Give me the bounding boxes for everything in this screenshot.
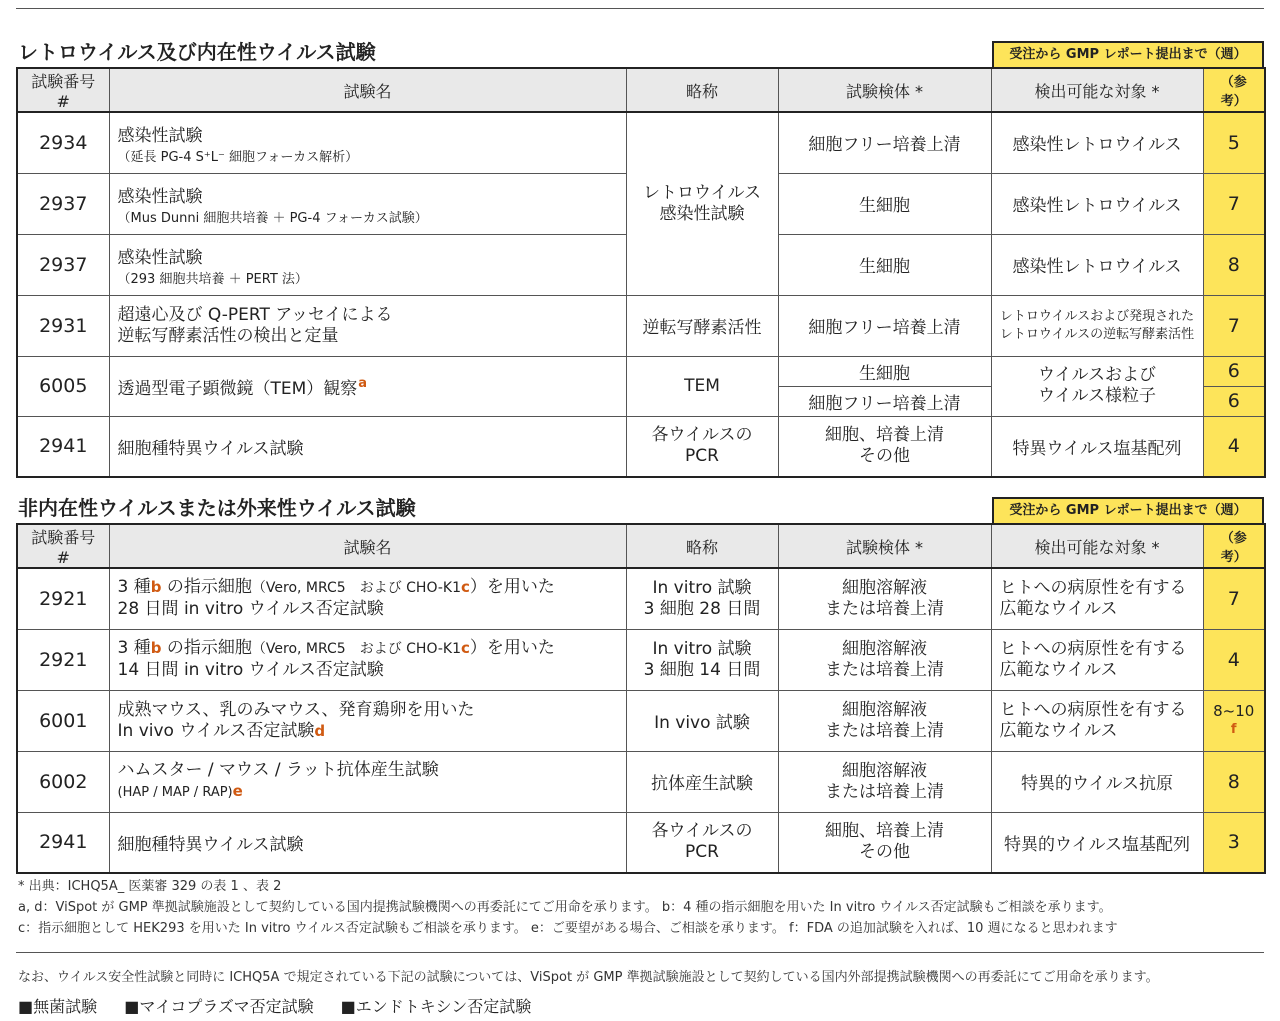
test-name: 感染性試験 （延長 PG-4 S⁺L⁻ 細胞フォーカス解析） xyxy=(109,112,626,173)
target: ヒトへの病原性を有する 広範なウイルス xyxy=(991,690,1203,751)
target: 特異ウイルス塩基配列 xyxy=(991,416,1203,477)
sample: 生細胞 xyxy=(778,234,991,295)
test-name: 細胞種特異ウイルス試験 xyxy=(109,416,626,477)
test-name: 細胞種特異ウイルス試験 xyxy=(109,812,626,873)
sample: 生細胞 xyxy=(778,356,991,386)
weeks: 4 xyxy=(1203,416,1265,477)
weeks: 3 xyxy=(1203,812,1265,873)
test-name: ハムスター / マウス / ラット抗体産生試験 (HAP / MAP / RAP)e xyxy=(109,751,626,812)
sample: 細胞、培養上清 その他 xyxy=(778,812,991,873)
table-row xyxy=(17,568,1265,629)
col-header: 略称 xyxy=(626,68,778,112)
bottom-item: ■無菌試験 xyxy=(18,997,98,1016)
table-header xyxy=(17,524,1265,568)
target: 感染性レトロウイルス xyxy=(991,173,1203,234)
footnote: * 出典：ICHQ5A_ 医薬審 329 の表 1 、表 2 xyxy=(18,879,282,894)
test-id: 6005 xyxy=(17,356,109,416)
abbr-merged: レトロウイルス 感染性試験 xyxy=(626,112,778,295)
weeks: 8 xyxy=(1203,751,1265,812)
table-row xyxy=(17,416,1265,477)
col-header: 試験検体 * xyxy=(778,524,991,568)
weeks: 7 xyxy=(1203,568,1265,629)
table-row xyxy=(17,629,1265,690)
test-id: 2941 xyxy=(17,416,109,477)
target: 感染性レトロウイルス xyxy=(991,234,1203,295)
footnotes xyxy=(18,876,1118,939)
test-name: 透過型電子顕微鏡（TEM）観察$^a$ xyxy=(109,356,626,416)
abbr: In vivo 試験 xyxy=(626,690,778,751)
table-row xyxy=(17,690,1265,751)
bottom-note: なお、ウイルス安全性試験と同時に ICHQ5A で規定されている下記の試験については、ViSpot が GMP 準拠試験施設として契約している国内外部提携試験機関への再委託にてご用命を承ります。 xyxy=(18,970,1159,985)
table-row xyxy=(17,356,1265,386)
test-name: 3 種b の指示細胞（Vero, MRC5 および CHO-K1c）を用いた 28 日間 in vitro ウイルス否定試験 xyxy=(109,568,626,629)
table-header xyxy=(17,68,1265,112)
col-header: （参考） xyxy=(1203,524,1265,568)
weeks: 7 xyxy=(1203,295,1265,356)
section-title: 非内在性ウイルスまたは外来性ウイルス試験 xyxy=(18,496,416,520)
table-row xyxy=(17,295,1265,356)
sample: 細胞フリー培養上清 xyxy=(778,386,991,416)
weeks: 8 xyxy=(1203,234,1265,295)
target: ヒトへの病原性を有する 広範なウイルス xyxy=(991,568,1203,629)
divider xyxy=(16,952,1264,953)
table-row xyxy=(17,112,1265,173)
test-name: 3 種b の指示細胞（Vero, MRC5 および CHO-K1c）を用いた 14 日間 in vitro ウイルス否定試験 xyxy=(109,629,626,690)
top-rule xyxy=(16,8,1264,9)
test-id: 6001 xyxy=(17,690,109,751)
col-header: 試験番号 # xyxy=(17,68,109,112)
bottom-item: ■エンドトキシン否定試験 xyxy=(340,997,532,1016)
col-header: 検出可能な対象 * xyxy=(991,68,1203,112)
sample: 細胞溶解液 または培養上清 xyxy=(778,690,991,751)
gmp-label: 受注から GMP レポート提出まで（週） xyxy=(992,497,1264,523)
footnote: a, d：ViSpot が GMP 準拠試験施設として契約している国内提携試験機関への再委託にてご用命を承ります。 b：4 種の指示細胞を用いた In vitro ウイルス否定試験もご相談を承ります。 xyxy=(18,900,1112,915)
weeks: 6 xyxy=(1203,356,1265,386)
test-id: 2931 xyxy=(17,295,109,356)
retrovirus-table xyxy=(16,67,1266,478)
sample: 細胞フリー培養上清 xyxy=(778,112,991,173)
target: 感染性レトロウイルス xyxy=(991,112,1203,173)
sample: 生細胞 xyxy=(778,173,991,234)
target: レトロウイルスおよび発現された レトロウイルスの逆転写酵素活性 xyxy=(991,295,1203,356)
target: 特異的ウイルス抗原 xyxy=(991,751,1203,812)
test-id: 2921 xyxy=(17,629,109,690)
abbr: 各ウイルスの PCR xyxy=(626,416,778,477)
col-header: （参考） xyxy=(1203,68,1265,112)
test-name: 感染性試験 （Mus Dunni 細胞共培養 ＋ PG-4 フォーカス試験） xyxy=(109,173,626,234)
abbr: In vitro 試験 3 細胞 28 日間 xyxy=(626,568,778,629)
footnote: c：指示細胞として HEK293 を用いた In vitro ウイルス否定試験もご相談を承ります。 e：ご要望がある場合、ご相談を承ります。 f：FDA の追加試験を入れば、10 週になると思われます xyxy=(18,921,1118,936)
target: ヒトへの病原性を有する 広範なウイルス xyxy=(991,629,1203,690)
test-id: 2937 xyxy=(17,173,109,234)
sample: 細胞溶解液 または培養上清 xyxy=(778,751,991,812)
adventitious-table xyxy=(16,523,1266,874)
sample: 細胞溶解液 または培養上清 xyxy=(778,629,991,690)
col-header: 試験番号 # xyxy=(17,524,109,568)
bottom-items xyxy=(18,994,553,1017)
col-header: 略称 xyxy=(626,524,778,568)
sample: 細胞フリー培養上清 xyxy=(778,295,991,356)
abbr: In vitro 試験 3 細胞 14 日間 xyxy=(626,629,778,690)
col-header: 試験検体 * xyxy=(778,68,991,112)
sample: 細胞溶解液 または培養上清 xyxy=(778,568,991,629)
abbr: 抗体産生試験 xyxy=(626,751,778,812)
weeks: 8~10 f xyxy=(1203,690,1265,751)
test-name: 感染性試験 （293 細胞共培養 ＋ PERT 法） xyxy=(109,234,626,295)
gmp-label: 受注から GMP レポート提出まで（週） xyxy=(992,41,1264,67)
sample: 細胞、培養上清 その他 xyxy=(778,416,991,477)
abbr: 各ウイルスの PCR xyxy=(626,812,778,873)
target: ウイルスおよび ウイルス様粒子 xyxy=(991,356,1203,416)
test-id: 2921 xyxy=(17,568,109,629)
table-row xyxy=(17,812,1265,873)
table-row xyxy=(17,751,1265,812)
test-name: 成熟マウス、乳のみマウス、発育鶏卵を用いた In vivo ウイルス否定試験d xyxy=(109,690,626,751)
section-title: レトロウイルス及び内在性ウイルス試験 xyxy=(18,40,376,64)
test-id: 2941 xyxy=(17,812,109,873)
col-header: 試験名 xyxy=(109,68,626,112)
weeks: 5 xyxy=(1203,112,1265,173)
bottom-item: ■マイコプラズマ否定試験 xyxy=(124,997,314,1016)
test-name: 超遠心及び Q-PERT アッセイによる 逆転写酵素活性の検出と定量 xyxy=(109,295,626,356)
test-id: 6002 xyxy=(17,751,109,812)
col-header: 検出可能な対象 * xyxy=(991,524,1203,568)
abbr: 逆転写酵素活性 xyxy=(626,295,778,356)
col-header: 試験名 xyxy=(109,524,626,568)
target: 特異的ウイルス塩基配列 xyxy=(991,812,1203,873)
abbr: TEM xyxy=(626,356,778,416)
weeks: 6 xyxy=(1203,386,1265,416)
weeks: 4 xyxy=(1203,629,1265,690)
test-id: 2937 xyxy=(17,234,109,295)
weeks: 7 xyxy=(1203,173,1265,234)
test-id: 2934 xyxy=(17,112,109,173)
